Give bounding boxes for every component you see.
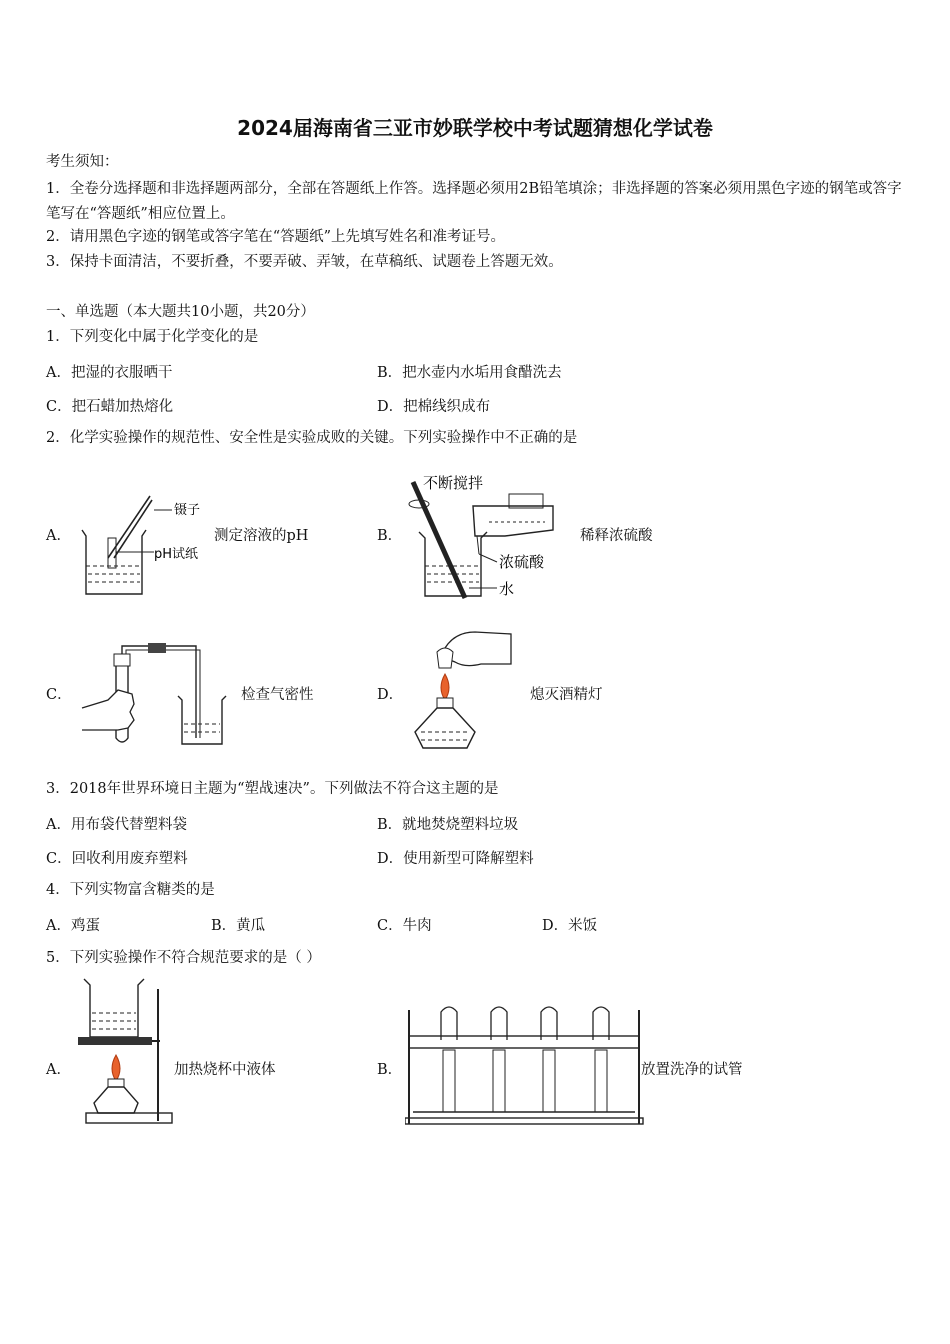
notice-item-3: 3．保持卡面清洁，不要折叠，不要弄破、弄皱，在草稿纸、试题卷上答题无效。 bbox=[46, 254, 563, 270]
q2-b-letter: B． bbox=[377, 528, 403, 544]
q3-option-d: D．使用新型可降解塑料 bbox=[377, 851, 534, 867]
section-heading: 一、单选题（本大题共10小题，共20分） bbox=[46, 304, 315, 320]
alcohol-lamp-figure bbox=[405, 628, 520, 753]
fig-label-tweezers: 镊子 bbox=[174, 503, 201, 518]
fig-label-water: 水 bbox=[499, 580, 515, 598]
test-tube-rack-figure bbox=[405, 1000, 645, 1128]
q2-a-letter: A． bbox=[46, 528, 71, 544]
q2-stem: 2．化学实验操作的规范性、安全性是实验成败的关键。下列实验操作中不正确的是 bbox=[46, 430, 578, 446]
q1-option-d: D．把棉线织成布 bbox=[377, 399, 491, 415]
q4-stem: 4．下列实物富含糖类的是 bbox=[46, 882, 215, 898]
dilute-acid-figure bbox=[405, 470, 570, 605]
q2-a-caption: 测定溶液的pH bbox=[214, 528, 309, 544]
q2-b-caption: 稀释浓硫酸 bbox=[580, 528, 653, 544]
q5-stem: 5．下列实验操作不符合规范要求的是（ ） bbox=[46, 950, 321, 966]
q1-option-a: A．把湿的衣服晒干 bbox=[46, 365, 173, 381]
fig-label-acid: 浓硫酸 bbox=[499, 553, 545, 571]
q1-option-b: B．把水壶内水垢用食醋洗去 bbox=[377, 365, 562, 381]
q4-option-c: C．牛肉 bbox=[377, 918, 432, 934]
heating-beaker-figure bbox=[78, 975, 178, 1130]
q5-a-caption: 加热烧杯中液体 bbox=[174, 1062, 276, 1078]
q1-stem: 1．下列变化中属于化学变化的是 bbox=[46, 329, 259, 345]
fig-label-stir: 不断搅拌 bbox=[423, 474, 484, 492]
airtight-check-figure bbox=[78, 638, 228, 753]
q4-option-d: D．米饭 bbox=[542, 918, 598, 934]
notice-heading: 考生须知： bbox=[46, 154, 119, 170]
q2-c-letter: C． bbox=[46, 687, 72, 703]
q3-option-c: C．回收利用废弃塑料 bbox=[46, 851, 188, 867]
q3-stem: 3．2018年世界环境日主题为“塑战速决”。下列做法不符合这主题的是 bbox=[46, 781, 499, 797]
q5-b-letter: B． bbox=[377, 1062, 403, 1078]
fig-label-ph-paper: pH试纸 bbox=[154, 547, 199, 562]
page-title: 2024届海南省三亚市妙联学校中考试题猜想化学试卷 bbox=[237, 116, 713, 140]
q2-d-letter: D． bbox=[377, 687, 404, 703]
q1-option-c: C．把石蜡加热熔化 bbox=[46, 399, 174, 415]
q5-a-letter: A． bbox=[46, 1062, 71, 1078]
q3-option-b: B．就地焚烧塑料垃圾 bbox=[377, 817, 519, 833]
notice-item-2: 2．请用黑色字迹的钢笔或答字笔在“答题纸”上先填写姓名和准考证号。 bbox=[46, 229, 506, 245]
q2-c-caption: 检查气密性 bbox=[241, 687, 314, 703]
q4-option-a: A．鸡蛋 bbox=[46, 918, 100, 934]
ph-test-figure bbox=[70, 488, 215, 603]
q5-b-caption: 放置洗净的试管 bbox=[641, 1062, 743, 1078]
notice-item-1: 1．全卷分选择题和非选择题两部分，全部在答题纸上作答。选择题必须用2B铅笔填涂；非选择题的答案必须用黑色字迹的钢笔或答字笔写在“答题纸”相应位置上。 bbox=[46, 181, 902, 222]
q3-option-a: A．用布袋代替塑料袋 bbox=[46, 817, 187, 833]
q2-d-caption: 熄灭酒精灯 bbox=[530, 687, 603, 703]
q4-option-b: B．黄瓜 bbox=[211, 918, 266, 934]
